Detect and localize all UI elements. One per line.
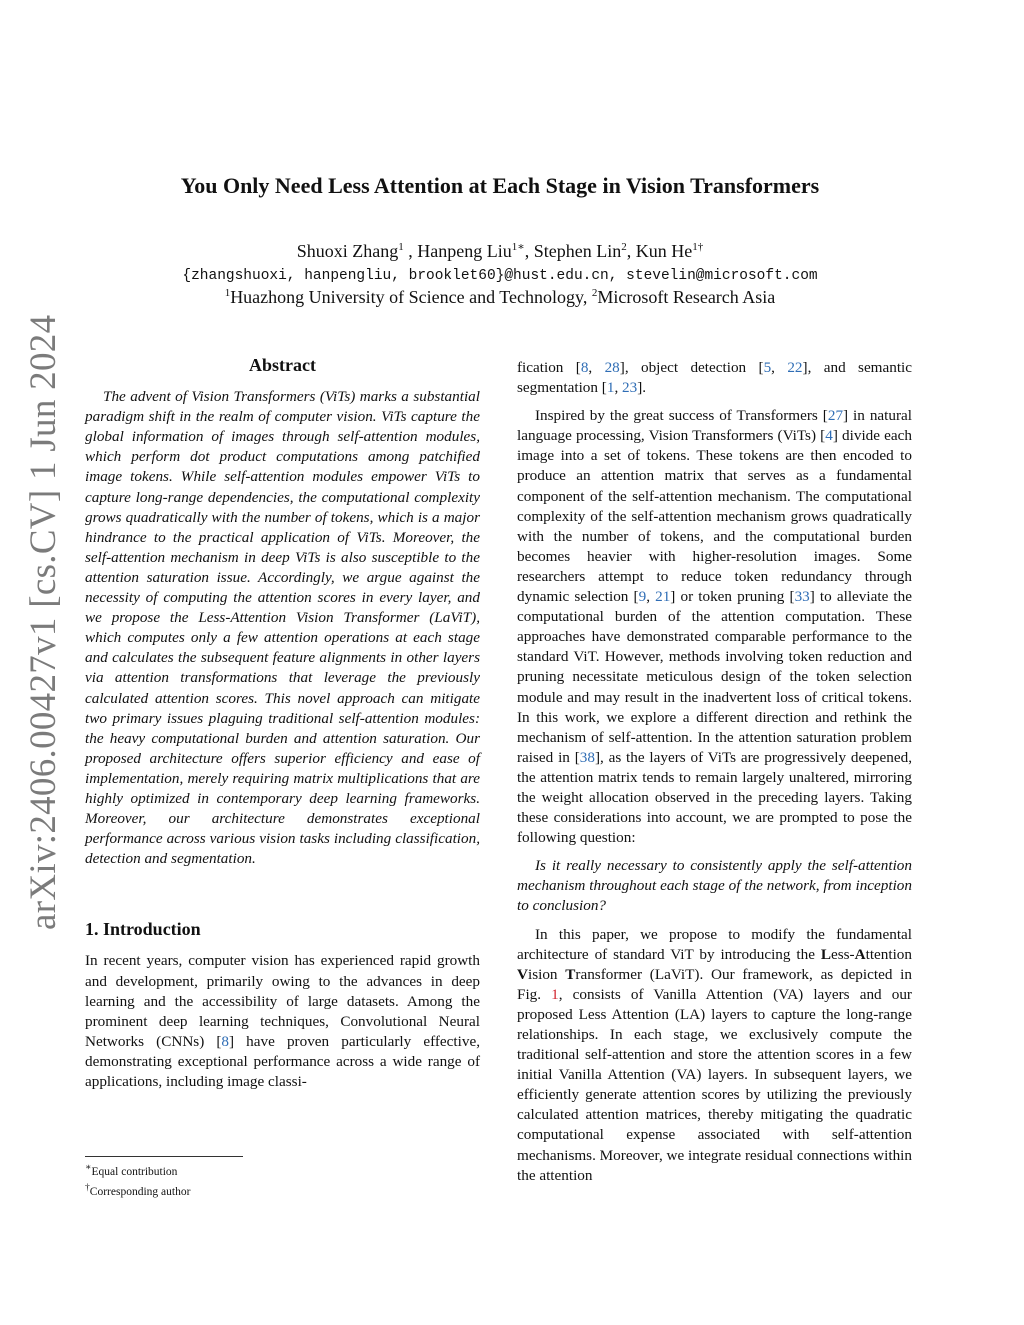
footnote-divider — [85, 1156, 243, 1157]
author-emails: {zhangshuoxi, hanpengliu, brooklet60}@hust.edu.cn, stevelin@microsoft.com — [182, 268, 818, 284]
affiliations — [0, 287, 1000, 308]
citation-link[interactable]: 5 — [763, 359, 772, 376]
citation-link[interactable]: 1 — [606, 379, 615, 397]
affil-marker: 1 — [224, 287, 231, 299]
figure-reference-link[interactable]: 1 — [551, 985, 559, 1003]
paragraph-text: ] have proven particularly effective, demonstrating exceptional performance across a wide range of applications, including image classi- — [85, 1032, 480, 1090]
abstract-text: The advent of Vision Transformers (ViTs) marks a substantial paradigm shift in the realm of computer vision. ViTs capture the global information of images through self-attention modules, which perform dot product computations among patchified image tokens. While self-attention modules empower ViTs to capture long-range dependencies, the computational complexity grows quadratically with the number of tokens, which is a major hindrance to the practical application of ViTs. Moreover, the self-attention mechanism in deep ViTs is also susceptible to the attention saturation issue. Accordingly, we argue against the necessity of computing the attention scores in every layer, and we propose the Less-Attention Vision Transformer (LaViT), which computes only a few attention operations at each stage and calculates the subsequent feature alignments in other layers via attention transformations that leverage the previously calculated attention scores. This novel approach can mitigate two primary issues plaguing traditional self-attention modules: the heavy computational burden and attention saturation. Our proposed architecture offers superior efficiency and ease of implementation, merely requiring matrix multiplications that are highly optimized in contemporary deep learning frameworks. Moreover, our architecture demonstrates exceptional performance across various vision tasks including classification, detection and segmentation. — [85, 388, 480, 868]
paragraph-text: ess- — [831, 945, 855, 963]
paragraph-text: In recent years, computer vision has experienced rapid growth and development, primarily owing to the advances in deep learning and the accessibility of large datasets. Among the prominent deep learning techniques, Convolutional Neural Networks (CNNs) [ — [85, 952, 480, 1050]
research-question: Is it really necessary to consistently apply the self-attention mechanism throughout each stage of the network, from inception to conclusion? — [517, 857, 912, 915]
paragraph-text: , — [614, 379, 623, 397]
citation-link[interactable]: 33 — [794, 588, 810, 606]
paragraph-text: ] to alleviate the computational burden of the attention computation. These approaches have demonstrated comparable performance to the standard ViT. However, methods involving token reduction and pruning necessitate meticulous design of the token selection module and may result in the inadvertent loss of critical tokens. In this work, we explore a different direction and rethink the mechanism of self-attention. In the attention saturation problem raised in [ — [517, 588, 912, 766]
footnote-text: Equal contribution — [91, 1165, 178, 1178]
acronym-letter: A — [854, 945, 866, 963]
acronym-letter: T — [565, 965, 576, 983]
affiliation-name: Microsoft Research Asia — [597, 287, 776, 307]
author-affil-marker: 1 — [398, 241, 404, 253]
paragraph-text: ]. — [637, 379, 647, 397]
introduction-heading: 1. Introduction — [85, 919, 201, 940]
author-list — [0, 240, 1000, 262]
paragraph-text: ] in natural language processing, Vision Transformers (ViTs) [ — [517, 407, 912, 445]
paragraph-text: Inspired by the great success of Transformers [ — [535, 407, 828, 425]
paragraph-text: ttention — [865, 945, 912, 963]
author-name: , Stephen Lin — [524, 241, 622, 261]
citation-link[interactable]: 28 — [604, 359, 620, 376]
author-name: , Kun He — [626, 241, 693, 261]
paragraph-text: , — [588, 359, 605, 376]
footnote-text: Corresponding author — [89, 1185, 191, 1198]
citation-link[interactable]: 4 — [825, 427, 833, 445]
paragraph-text: fication [ — [517, 359, 581, 376]
footnote-corresponding-author — [85, 1180, 480, 1200]
left-column — [85, 355, 480, 1100]
acronym-letter: V — [517, 965, 528, 983]
citation-link[interactable]: 38 — [579, 748, 595, 766]
intro-paragraph — [85, 951, 480, 1092]
paper-title: You Only Need Less Attention at Each Stage in Vision Transformers — [180, 173, 820, 198]
arxiv-identifier-stamp[interactable]: arXiv:2406.00427v1 [cs.CV] 1 Jun 2024 — [23, 314, 64, 930]
affil-marker: 2 — [591, 287, 598, 299]
paragraph-text: In this paper, we propose to modify the fundamental architecture of standard ViT by introducing the — [517, 925, 912, 963]
author-affil-marker: 2 — [621, 241, 627, 253]
right-column — [517, 358, 912, 1194]
author-affil-marker: 1† — [692, 241, 704, 253]
citation-link[interactable]: 23 — [622, 379, 638, 397]
paragraph-text: ], and semantic segmentation [ — [517, 359, 913, 397]
intro-paragraph-continued — [517, 358, 912, 398]
footnote-equal-contribution — [85, 1160, 480, 1180]
intro-paragraph — [517, 925, 912, 1186]
affiliation-name: Huazhong University of Science and Technology, — [230, 287, 592, 307]
paragraph-text: ] divide each image into a set of tokens. These tokens are then encoded to produce an attention matrix that serves as a fundamental component of the self-attention mechanism. The computational complexity of the self-attention mechanism grows quadratically with the number of tokens, and the computational burden becomes heavier with higher-resolution images. Some researchers attempt to reduce token redundancy through dynamic selection [ — [517, 427, 912, 606]
citation-link[interactable]: 27 — [827, 407, 844, 425]
citation-link[interactable]: 8 — [221, 1032, 230, 1050]
citation-link[interactable]: 8 — [580, 359, 589, 376]
paragraph-text: , consists of Vanilla Attention (VA) layers and our proposed Less Attention (LA) layers to capture the long-range relationships. In each stage, we exclusively compute the traditional self-attention and store the attention scores in a few initial Vanilla Attention (VA) layers. In subsequent layers, we efficiently generate attention scores by utilizing the previously calculated attention matrices, thereby mitigating the quadratic computational expense associated with self-attention mechanisms. Moreover, we integrate residual connections within the attention — [517, 985, 912, 1184]
abstract-heading: Abstract — [249, 355, 316, 375]
citation-link[interactable]: 9 — [638, 588, 647, 606]
citation-link[interactable]: 21 — [655, 588, 671, 606]
footnote-marker: † — [85, 1181, 90, 1193]
paragraph-text: , — [646, 588, 656, 606]
intro-paragraph — [517, 406, 912, 848]
paragraph-text: , — [771, 359, 788, 376]
paragraph-text: ision — [527, 965, 566, 983]
author-name: , Hanpeng Liu — [403, 241, 512, 261]
author-affil-marker: 1∗ — [511, 241, 525, 253]
paragraph-text: ] or token pruning [ — [670, 588, 795, 606]
paragraph-text: ], object detection [ — [619, 359, 764, 376]
paragraph-text: ], as the layers of ViTs are progressively deepened, the attention matrix tends to remain largely unaltered, mirroring the weight allocation observed in the preceding layers. Taking these considerations into account, we are prompted to pose the following question: — [517, 748, 912, 847]
paragraph-text: ransformer (LaViT). Our framework, as depicted in Fig. — [517, 965, 912, 1003]
citation-link[interactable]: 22 — [787, 359, 803, 376]
author-name: Shuoxi Zhang — [296, 241, 399, 261]
acronym-letter: L — [820, 945, 831, 963]
footnotes — [85, 1156, 480, 1200]
footnote-marker: ∗ — [85, 1162, 92, 1173]
